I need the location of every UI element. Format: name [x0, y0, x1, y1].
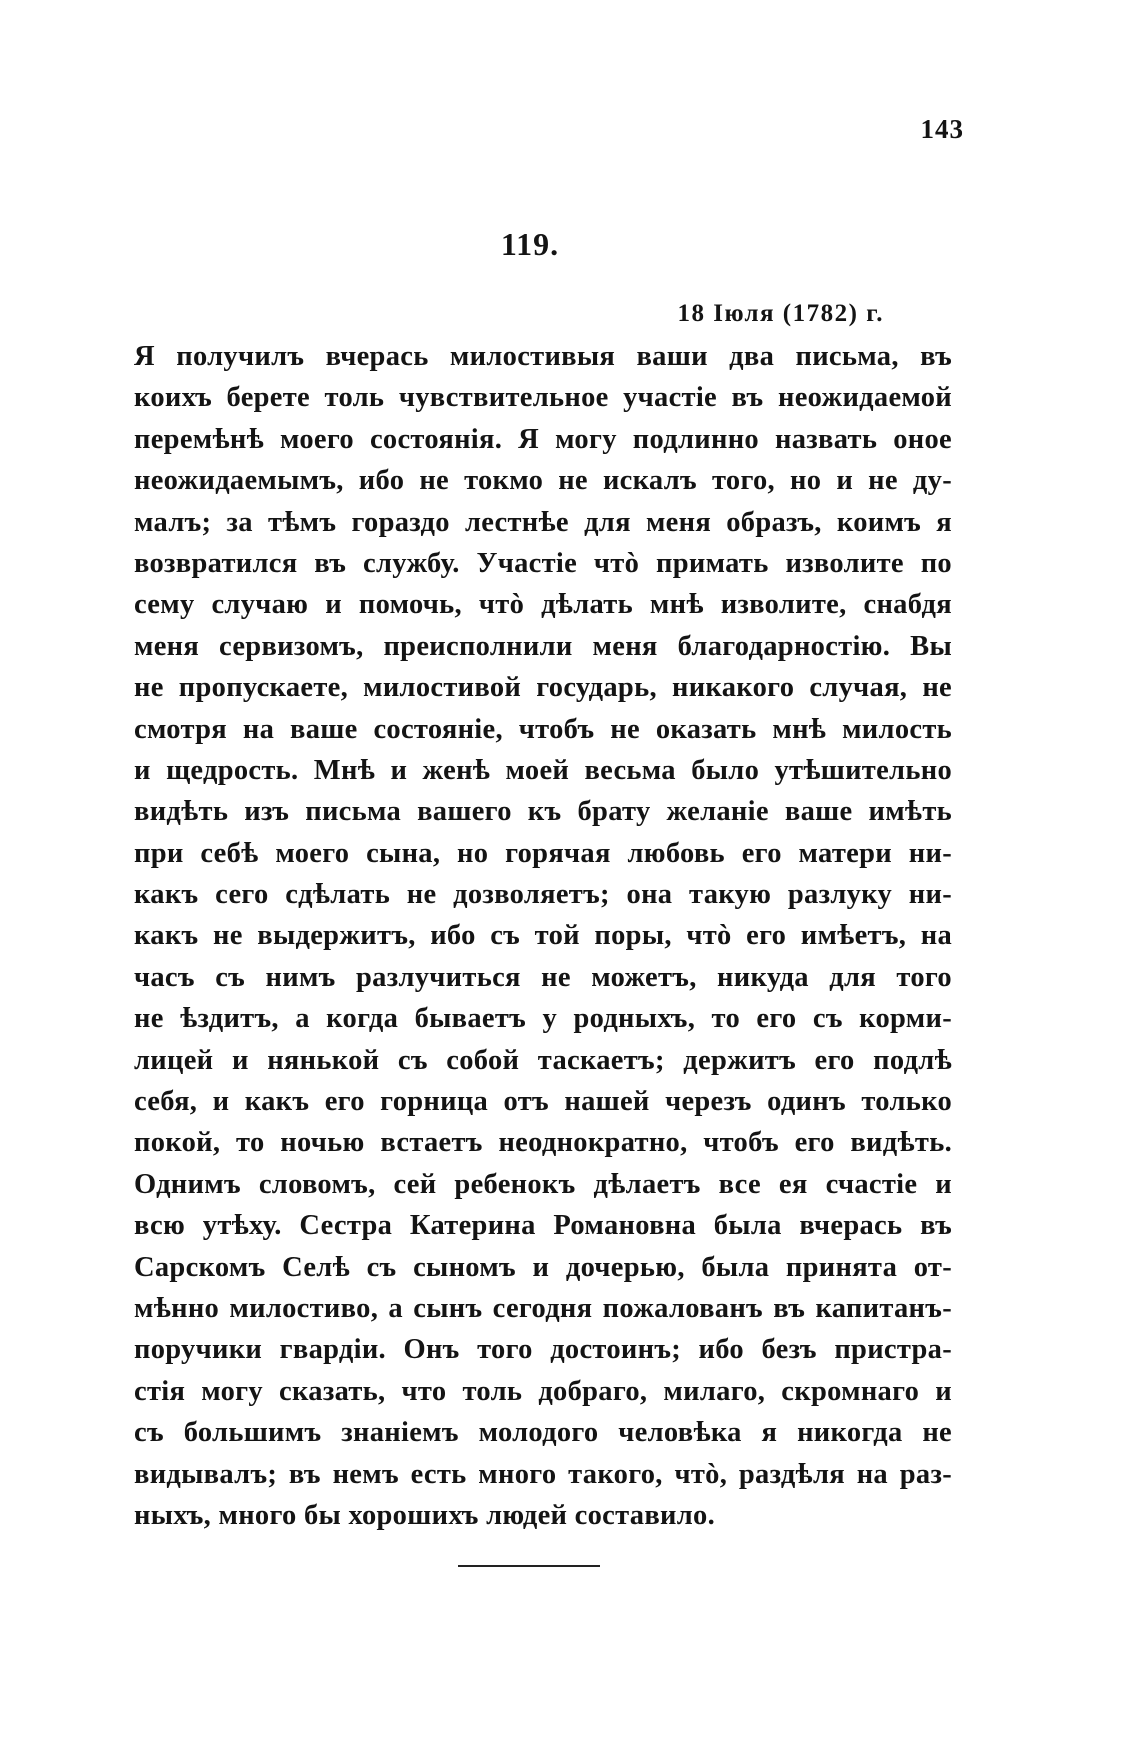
text-line: какъ не выдержитъ, ибо съ той поры, чтò его имѣетъ, на [134, 920, 952, 952]
text-line: не ѣздитъ, а когда бываетъ у родныхъ, то его съ корми- [134, 1003, 952, 1035]
text-line: себя, и какъ его горница отъ нашей черезъ одинъ только [134, 1086, 952, 1118]
text-line: мѣнно милостиво, а сынъ сегодня пожалованъ въ капитанъ- [134, 1292, 952, 1324]
text-line: покой, то ночью встаетъ неоднократно, чтобъ его видѣть. [134, 1127, 952, 1159]
text-line: всю утѣху. Сестра Катерина Романовна была вчерась въ [134, 1210, 952, 1242]
text-line: сему случаю и помочь, чтò дѣлать мнѣ изволите, снабдя [134, 589, 952, 621]
text-line: возвратился въ службу. Участіе чтò примать изволите по [134, 547, 952, 579]
text-line: и щедрость. Мнѣ и женѣ моей весьма было утѣшительно [134, 754, 952, 786]
text-line: малъ; за тѣмъ гораздо лестнѣе для меня образъ, коимъ я [134, 506, 952, 538]
text-line: Я получилъ вчерась милостивыя ваши два письма, въ [134, 341, 952, 372]
text-line: часъ съ нимъ разлучиться не можетъ, никуда для того [134, 961, 952, 993]
text-line: коихъ берете толь чувствительное участіе въ неожидаемой [134, 382, 952, 414]
text-line: Сарскомъ Селѣ съ сыномъ и дочерью, была принята от- [134, 1251, 952, 1283]
text-line: смотря на ваше состояніе, чтобъ не оказать мнѣ милость [134, 713, 952, 745]
text-line: при себѣ моего сына, но горячая любовь его матери ни- [134, 837, 952, 869]
text-line: лицей и нянькой съ собой таскаетъ; держитъ его подлѣ [134, 1044, 952, 1076]
text-line: стія могу сказать, что толь добраго, милаго, скромнаго и [134, 1375, 952, 1407]
page-number: 143 [920, 114, 964, 144]
text-line: поручики гвардіи. Онъ того достоинъ; ибо безъ пристра- [134, 1334, 952, 1366]
text-line: не пропускаете, милостивой государь, никакого случая, не [134, 672, 952, 704]
text-line: видывалъ; въ немъ есть много такого, чтò, раздѣля на раз- [134, 1458, 952, 1490]
text-line: меня сервизомъ, преисполнили меня благодарностію. Вы [134, 630, 952, 662]
text-line: неожидаемымъ, ибо не токмо не искалъ того, но и не ду- [134, 465, 952, 497]
text-line: съ большимъ знаніемъ молодого человѣка я никогда не [134, 1417, 952, 1449]
closing-rule [458, 1565, 600, 1567]
text-line: перемѣнѣ моего состоянія. Я могу подлинно назвать оное [134, 423, 952, 455]
letter-body [134, 336, 952, 1536]
letter-date: 18 Іюля (1782) г. [677, 300, 884, 327]
text-line: Однимъ словомъ, сей ребенокъ дѣлаетъ все ея счастіе и [134, 1168, 952, 1200]
text-line: какъ сего сдѣлать не дозволяетъ; она такую разлуку ни- [134, 879, 952, 911]
text-line-last: ныхъ, много бы хорошихъ людей составило. [134, 1499, 715, 1531]
letter-number: 119. [500, 226, 560, 262]
text-line: видѣть изъ письма вашего къ брату желаніе ваше имѣть [134, 796, 952, 828]
